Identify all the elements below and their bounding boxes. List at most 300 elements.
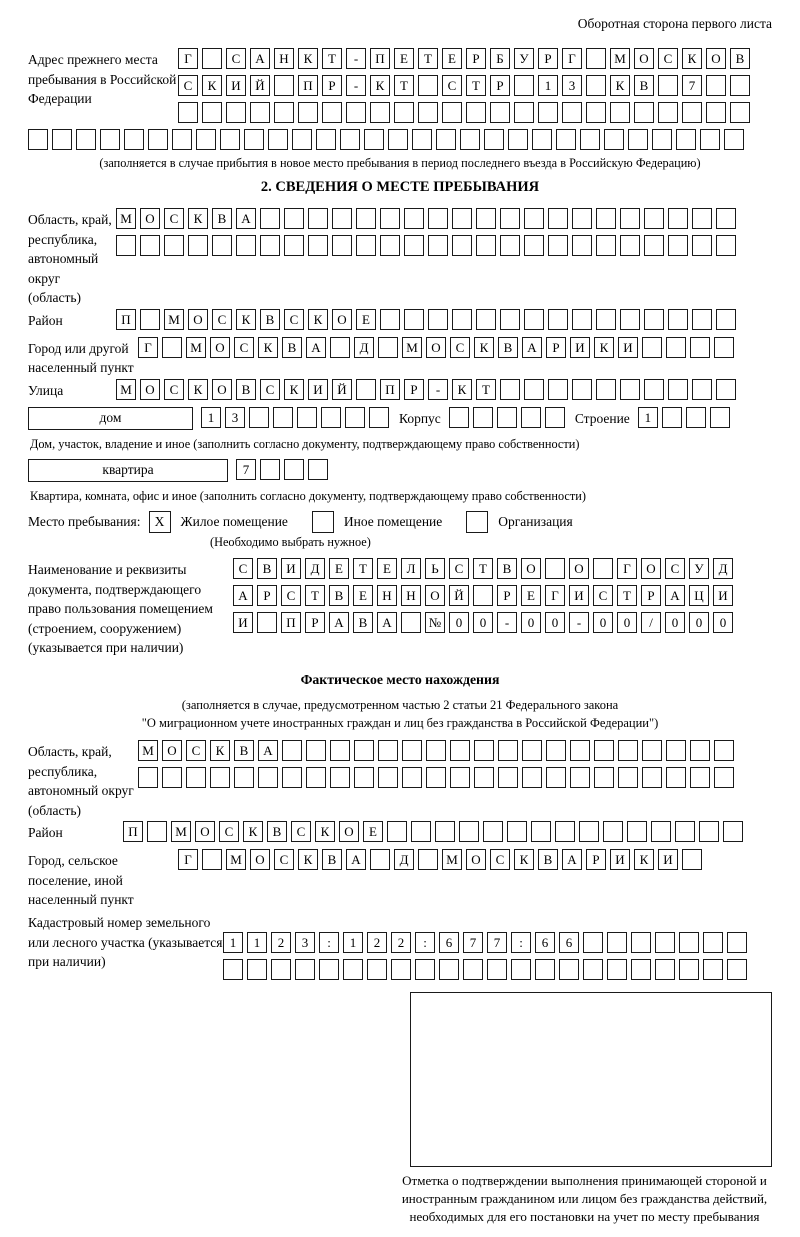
char-cell[interactable] bbox=[507, 821, 527, 842]
char-cell[interactable] bbox=[162, 337, 182, 358]
char-cell[interactable] bbox=[572, 235, 592, 256]
char-cell[interactable] bbox=[727, 932, 747, 953]
char-cell[interactable] bbox=[404, 309, 424, 330]
char-cell[interactable]: А bbox=[346, 849, 366, 870]
actual-region-row-1[interactable] bbox=[138, 740, 738, 761]
char-cell[interactable] bbox=[603, 821, 623, 842]
char-cell[interactable]: Н bbox=[401, 585, 421, 606]
char-cell[interactable] bbox=[268, 129, 288, 150]
char-cell[interactable] bbox=[178, 102, 198, 123]
char-cell[interactable] bbox=[274, 102, 294, 123]
char-cell[interactable]: С bbox=[164, 379, 184, 400]
char-cell[interactable] bbox=[116, 235, 136, 256]
char-cell[interactable] bbox=[644, 235, 664, 256]
char-cell[interactable]: Е bbox=[356, 309, 376, 330]
char-cell[interactable] bbox=[714, 740, 734, 761]
char-cell[interactable]: М bbox=[226, 849, 246, 870]
char-cell[interactable]: С bbox=[186, 740, 206, 761]
char-cell[interactable] bbox=[162, 767, 182, 788]
char-cell[interactable] bbox=[345, 407, 365, 428]
char-cell[interactable]: К bbox=[315, 821, 335, 842]
char-cell[interactable]: С bbox=[178, 75, 198, 96]
apartment-type-box[interactable]: квартира bbox=[28, 459, 228, 482]
char-cell[interactable]: И bbox=[618, 337, 638, 358]
char-cell[interactable] bbox=[668, 379, 688, 400]
char-cell[interactable] bbox=[271, 959, 291, 980]
char-cell[interactable] bbox=[555, 821, 575, 842]
char-cell[interactable] bbox=[364, 129, 384, 150]
char-cell[interactable]: В bbox=[260, 309, 280, 330]
char-cell[interactable] bbox=[586, 75, 606, 96]
char-cell[interactable]: В bbox=[234, 740, 254, 761]
char-cell[interactable]: И bbox=[281, 558, 301, 579]
char-cell[interactable] bbox=[692, 379, 712, 400]
char-cell[interactable]: К bbox=[298, 48, 318, 69]
char-cell[interactable]: Т bbox=[617, 585, 637, 606]
char-cell[interactable] bbox=[514, 102, 534, 123]
char-cell[interactable] bbox=[580, 129, 600, 150]
char-cell[interactable]: К bbox=[682, 48, 702, 69]
char-cell[interactable]: Е bbox=[377, 558, 397, 579]
char-cell[interactable]: Р bbox=[257, 585, 277, 606]
char-cell[interactable] bbox=[699, 821, 719, 842]
char-cell[interactable]: И bbox=[658, 849, 678, 870]
char-cell[interactable] bbox=[147, 821, 167, 842]
char-cell[interactable] bbox=[642, 337, 662, 358]
char-cell[interactable] bbox=[356, 235, 376, 256]
char-cell[interactable]: В bbox=[329, 585, 349, 606]
char-cell[interactable] bbox=[308, 459, 328, 480]
char-cell[interactable] bbox=[706, 102, 726, 123]
char-cell[interactable]: 1 bbox=[538, 75, 558, 96]
apartment-number-row[interactable] bbox=[236, 459, 332, 480]
char-cell[interactable] bbox=[428, 208, 448, 229]
char-cell[interactable] bbox=[706, 75, 726, 96]
char-cell[interactable]: 7 bbox=[487, 932, 507, 953]
char-cell[interactable]: Р bbox=[305, 612, 325, 633]
char-cell[interactable]: А bbox=[258, 740, 278, 761]
char-cell[interactable] bbox=[690, 337, 710, 358]
char-cell[interactable]: А bbox=[377, 612, 397, 633]
char-cell[interactable] bbox=[260, 459, 280, 480]
char-cell[interactable]: 0 bbox=[593, 612, 613, 633]
char-cell[interactable]: М bbox=[116, 379, 136, 400]
char-cell[interactable] bbox=[402, 740, 422, 761]
char-cell[interactable] bbox=[703, 932, 723, 953]
char-cell[interactable] bbox=[466, 102, 486, 123]
char-cell[interactable] bbox=[387, 821, 407, 842]
char-cell[interactable]: С bbox=[442, 75, 462, 96]
char-cell[interactable] bbox=[546, 767, 566, 788]
char-cell[interactable] bbox=[249, 407, 269, 428]
char-cell[interactable]: 0 bbox=[713, 612, 733, 633]
char-cell[interactable]: К bbox=[188, 208, 208, 229]
char-cell[interactable]: Р bbox=[497, 585, 517, 606]
char-cell[interactable]: П bbox=[123, 821, 143, 842]
char-cell[interactable] bbox=[631, 959, 651, 980]
char-cell[interactable]: А bbox=[522, 337, 542, 358]
char-cell[interactable] bbox=[257, 612, 277, 633]
char-cell[interactable] bbox=[562, 102, 582, 123]
char-cell[interactable] bbox=[521, 407, 541, 428]
char-cell[interactable] bbox=[703, 959, 723, 980]
char-cell[interactable] bbox=[498, 767, 518, 788]
char-cell[interactable]: Т bbox=[476, 379, 496, 400]
char-cell[interactable]: И bbox=[233, 612, 253, 633]
char-cell[interactable] bbox=[610, 102, 630, 123]
char-cell[interactable] bbox=[644, 309, 664, 330]
char-cell[interactable] bbox=[282, 740, 302, 761]
region-row-1[interactable] bbox=[116, 208, 740, 229]
char-cell[interactable]: № bbox=[425, 612, 445, 633]
char-cell[interactable] bbox=[380, 235, 400, 256]
char-cell[interactable]: 0 bbox=[545, 612, 565, 633]
char-cell[interactable]: О bbox=[210, 337, 230, 358]
char-cell[interactable] bbox=[476, 208, 496, 229]
char-cell[interactable]: М bbox=[402, 337, 422, 358]
char-cell[interactable] bbox=[354, 740, 374, 761]
char-cell[interactable] bbox=[620, 235, 640, 256]
char-cell[interactable] bbox=[644, 379, 664, 400]
char-cell[interactable] bbox=[273, 407, 293, 428]
char-cell[interactable] bbox=[140, 235, 160, 256]
district-row[interactable] bbox=[116, 309, 740, 330]
char-cell[interactable] bbox=[716, 235, 736, 256]
char-cell[interactable]: О bbox=[140, 208, 160, 229]
char-cell[interactable] bbox=[330, 337, 350, 358]
char-cell[interactable] bbox=[730, 75, 750, 96]
char-cell[interactable] bbox=[652, 129, 672, 150]
char-cell[interactable] bbox=[226, 102, 246, 123]
char-cell[interactable] bbox=[548, 379, 568, 400]
char-cell[interactable]: М bbox=[610, 48, 630, 69]
char-cell[interactable] bbox=[594, 767, 614, 788]
char-cell[interactable]: 0 bbox=[665, 612, 685, 633]
char-cell[interactable]: А bbox=[329, 612, 349, 633]
char-cell[interactable] bbox=[658, 75, 678, 96]
char-cell[interactable] bbox=[548, 309, 568, 330]
char-cell[interactable]: У bbox=[514, 48, 534, 69]
char-cell[interactable]: 0 bbox=[617, 612, 637, 633]
stroenie-row[interactable] bbox=[638, 407, 734, 428]
char-cell[interactable] bbox=[655, 932, 675, 953]
char-cell[interactable] bbox=[284, 208, 304, 229]
char-cell[interactable] bbox=[297, 407, 317, 428]
prev-address-row-1[interactable] bbox=[178, 48, 754, 69]
char-cell[interactable] bbox=[418, 849, 438, 870]
char-cell[interactable] bbox=[148, 129, 168, 150]
char-cell[interactable] bbox=[727, 959, 747, 980]
char-cell[interactable] bbox=[532, 129, 552, 150]
char-cell[interactable]: С bbox=[593, 585, 613, 606]
char-cell[interactable] bbox=[298, 102, 318, 123]
char-cell[interactable]: К bbox=[594, 337, 614, 358]
char-cell[interactable] bbox=[508, 129, 528, 150]
char-cell[interactable] bbox=[415, 959, 435, 980]
char-cell[interactable] bbox=[308, 235, 328, 256]
char-cell[interactable]: Е bbox=[353, 585, 373, 606]
char-cell[interactable] bbox=[460, 129, 480, 150]
char-cell[interactable]: Р bbox=[546, 337, 566, 358]
char-cell[interactable] bbox=[524, 309, 544, 330]
char-cell[interactable] bbox=[463, 959, 483, 980]
char-cell[interactable]: Й bbox=[449, 585, 469, 606]
char-cell[interactable] bbox=[710, 407, 730, 428]
char-cell[interactable] bbox=[572, 208, 592, 229]
char-cell[interactable] bbox=[474, 740, 494, 761]
char-cell[interactable]: Й bbox=[250, 75, 270, 96]
char-cell[interactable] bbox=[500, 235, 520, 256]
char-cell[interactable] bbox=[594, 740, 614, 761]
char-cell[interactable] bbox=[473, 407, 493, 428]
char-cell[interactable] bbox=[668, 235, 688, 256]
char-cell[interactable] bbox=[418, 102, 438, 123]
char-cell[interactable] bbox=[690, 740, 710, 761]
char-cell[interactable]: В bbox=[497, 558, 517, 579]
char-cell[interactable] bbox=[330, 767, 350, 788]
char-cell[interactable] bbox=[322, 102, 342, 123]
char-cell[interactable]: К bbox=[308, 309, 328, 330]
char-cell[interactable]: П bbox=[370, 48, 390, 69]
char-cell[interactable]: И bbox=[570, 337, 590, 358]
char-cell[interactable]: 1 bbox=[247, 932, 267, 953]
char-cell[interactable]: С bbox=[219, 821, 239, 842]
char-cell[interactable]: О bbox=[140, 379, 160, 400]
char-cell[interactable] bbox=[627, 821, 647, 842]
organization-checkbox[interactable] bbox=[466, 511, 488, 533]
char-cell[interactable]: Й bbox=[332, 379, 352, 400]
char-cell[interactable]: К bbox=[188, 379, 208, 400]
char-cell[interactable]: И bbox=[713, 585, 733, 606]
char-cell[interactable]: 6 bbox=[559, 932, 579, 953]
char-cell[interactable] bbox=[572, 379, 592, 400]
char-cell[interactable]: Т bbox=[418, 48, 438, 69]
char-cell[interactable] bbox=[274, 75, 294, 96]
char-cell[interactable]: Г bbox=[562, 48, 582, 69]
char-cell[interactable]: Г bbox=[617, 558, 637, 579]
char-cell[interactable] bbox=[522, 767, 542, 788]
char-cell[interactable] bbox=[306, 740, 326, 761]
char-cell[interactable] bbox=[439, 959, 459, 980]
char-cell[interactable] bbox=[474, 767, 494, 788]
char-cell[interactable] bbox=[668, 309, 688, 330]
char-cell[interactable]: Г bbox=[178, 849, 198, 870]
char-cell[interactable]: В bbox=[498, 337, 518, 358]
actual-city-row[interactable] bbox=[178, 849, 706, 870]
char-cell[interactable] bbox=[586, 48, 606, 69]
char-cell[interactable]: О bbox=[162, 740, 182, 761]
char-cell[interactable] bbox=[76, 129, 96, 150]
char-cell[interactable] bbox=[583, 932, 603, 953]
char-cell[interactable] bbox=[100, 129, 120, 150]
char-cell[interactable] bbox=[655, 959, 675, 980]
char-cell[interactable] bbox=[449, 407, 469, 428]
char-cell[interactable] bbox=[356, 379, 376, 400]
char-cell[interactable]: Т bbox=[353, 558, 373, 579]
char-cell[interactable] bbox=[452, 208, 472, 229]
char-cell[interactable] bbox=[411, 821, 431, 842]
char-cell[interactable]: В bbox=[634, 75, 654, 96]
char-cell[interactable]: - bbox=[497, 612, 517, 633]
char-cell[interactable]: Д bbox=[305, 558, 325, 579]
char-cell[interactable] bbox=[292, 129, 312, 150]
char-cell[interactable] bbox=[452, 309, 472, 330]
char-cell[interactable]: О bbox=[426, 337, 446, 358]
char-cell[interactable] bbox=[370, 102, 390, 123]
char-cell[interactable]: : bbox=[415, 932, 435, 953]
char-cell[interactable] bbox=[401, 612, 421, 633]
street-row[interactable] bbox=[116, 379, 740, 400]
char-cell[interactable]: Ц bbox=[689, 585, 709, 606]
char-cell[interactable] bbox=[682, 849, 702, 870]
char-cell[interactable] bbox=[631, 932, 651, 953]
prev-address-row-3[interactable] bbox=[178, 102, 754, 123]
char-cell[interactable] bbox=[716, 208, 736, 229]
char-cell[interactable]: С bbox=[291, 821, 311, 842]
char-cell[interactable] bbox=[188, 235, 208, 256]
char-cell[interactable]: С bbox=[260, 379, 280, 400]
char-cell[interactable] bbox=[596, 208, 616, 229]
char-cell[interactable]: А bbox=[236, 208, 256, 229]
char-cell[interactable] bbox=[483, 821, 503, 842]
char-cell[interactable]: С bbox=[490, 849, 510, 870]
char-cell[interactable] bbox=[524, 379, 544, 400]
char-cell[interactable] bbox=[202, 849, 222, 870]
char-cell[interactable]: К bbox=[236, 309, 256, 330]
char-cell[interactable]: 3 bbox=[295, 932, 315, 953]
char-cell[interactable] bbox=[714, 767, 734, 788]
char-cell[interactable]: Е bbox=[329, 558, 349, 579]
char-cell[interactable] bbox=[378, 337, 398, 358]
char-cell[interactable]: 2 bbox=[367, 932, 387, 953]
char-cell[interactable] bbox=[487, 959, 507, 980]
char-cell[interactable]: 1 bbox=[343, 932, 363, 953]
char-cell[interactable]: 1 bbox=[638, 407, 658, 428]
document-row-1[interactable] bbox=[233, 558, 737, 579]
char-cell[interactable] bbox=[644, 208, 664, 229]
char-cell[interactable]: 1 bbox=[223, 932, 243, 953]
char-cell[interactable] bbox=[220, 129, 240, 150]
char-cell[interactable] bbox=[545, 407, 565, 428]
char-cell[interactable] bbox=[662, 407, 682, 428]
char-cell[interactable] bbox=[676, 129, 696, 150]
char-cell[interactable] bbox=[476, 309, 496, 330]
char-cell[interactable] bbox=[426, 767, 446, 788]
char-cell[interactable] bbox=[202, 48, 222, 69]
char-cell[interactable]: Р bbox=[538, 48, 558, 69]
char-cell[interactable]: Т bbox=[466, 75, 486, 96]
char-cell[interactable] bbox=[428, 235, 448, 256]
char-cell[interactable]: О bbox=[212, 379, 232, 400]
char-cell[interactable] bbox=[212, 235, 232, 256]
char-cell[interactable] bbox=[546, 740, 566, 761]
char-cell[interactable]: 7 bbox=[463, 932, 483, 953]
char-cell[interactable]: С bbox=[212, 309, 232, 330]
char-cell[interactable] bbox=[247, 959, 267, 980]
char-cell[interactable] bbox=[459, 821, 479, 842]
char-cell[interactable]: М bbox=[164, 309, 184, 330]
char-cell[interactable] bbox=[686, 407, 706, 428]
char-cell[interactable] bbox=[260, 208, 280, 229]
char-cell[interactable] bbox=[436, 129, 456, 150]
char-cell[interactable] bbox=[666, 767, 686, 788]
char-cell[interactable]: С bbox=[281, 585, 301, 606]
char-cell[interactable] bbox=[531, 821, 551, 842]
char-cell[interactable] bbox=[418, 75, 438, 96]
char-cell[interactable] bbox=[380, 208, 400, 229]
char-cell[interactable] bbox=[572, 309, 592, 330]
char-cell[interactable]: Т bbox=[305, 585, 325, 606]
char-cell[interactable]: П bbox=[298, 75, 318, 96]
char-cell[interactable] bbox=[484, 129, 504, 150]
char-cell[interactable] bbox=[682, 102, 702, 123]
char-cell[interactable] bbox=[620, 309, 640, 330]
char-cell[interactable]: В bbox=[322, 849, 342, 870]
char-cell[interactable]: М bbox=[186, 337, 206, 358]
cadastral-row-1[interactable] bbox=[223, 932, 751, 953]
other-premises-checkbox[interactable] bbox=[312, 511, 334, 533]
char-cell[interactable]: 1 bbox=[201, 407, 221, 428]
char-cell[interactable]: Г bbox=[545, 585, 565, 606]
char-cell[interactable]: В bbox=[212, 208, 232, 229]
char-cell[interactable] bbox=[435, 821, 455, 842]
char-cell[interactable] bbox=[473, 585, 493, 606]
char-cell[interactable] bbox=[570, 767, 590, 788]
char-cell[interactable]: К bbox=[284, 379, 304, 400]
char-cell[interactable]: М bbox=[171, 821, 191, 842]
char-cell[interactable] bbox=[369, 407, 389, 428]
region-row-2[interactable] bbox=[116, 235, 740, 256]
char-cell[interactable]: Т bbox=[473, 558, 493, 579]
korpus-row[interactable] bbox=[449, 407, 569, 428]
char-cell[interactable] bbox=[596, 309, 616, 330]
char-cell[interactable] bbox=[370, 849, 390, 870]
char-cell[interactable] bbox=[497, 407, 517, 428]
char-cell[interactable]: М bbox=[442, 849, 462, 870]
char-cell[interactable] bbox=[367, 959, 387, 980]
char-cell[interactable] bbox=[607, 932, 627, 953]
char-cell[interactable]: С bbox=[449, 558, 469, 579]
char-cell[interactable]: Е bbox=[394, 48, 414, 69]
char-cell[interactable]: А bbox=[665, 585, 685, 606]
char-cell[interactable]: К bbox=[452, 379, 472, 400]
char-cell[interactable] bbox=[282, 767, 302, 788]
prev-address-row-4[interactable] bbox=[28, 129, 772, 150]
char-cell[interactable] bbox=[666, 337, 686, 358]
char-cell[interactable] bbox=[394, 102, 414, 123]
char-cell[interactable] bbox=[692, 208, 712, 229]
char-cell[interactable]: 7 bbox=[682, 75, 702, 96]
char-cell[interactable]: Р bbox=[322, 75, 342, 96]
char-cell[interactable]: К bbox=[474, 337, 494, 358]
char-cell[interactable] bbox=[380, 309, 400, 330]
char-cell[interactable]: О bbox=[332, 309, 352, 330]
char-cell[interactable]: В bbox=[730, 48, 750, 69]
char-cell[interactable] bbox=[450, 740, 470, 761]
house-type-box[interactable]: дом bbox=[28, 407, 193, 430]
char-cell[interactable] bbox=[716, 309, 736, 330]
char-cell[interactable]: И bbox=[569, 585, 589, 606]
char-cell[interactable]: Л bbox=[401, 558, 421, 579]
char-cell[interactable] bbox=[164, 235, 184, 256]
char-cell[interactable] bbox=[378, 740, 398, 761]
char-cell[interactable] bbox=[620, 208, 640, 229]
char-cell[interactable]: И bbox=[610, 849, 630, 870]
char-cell[interactable]: С bbox=[226, 48, 246, 69]
char-cell[interactable] bbox=[620, 379, 640, 400]
char-cell[interactable] bbox=[618, 767, 638, 788]
char-cell[interactable]: В bbox=[267, 821, 287, 842]
